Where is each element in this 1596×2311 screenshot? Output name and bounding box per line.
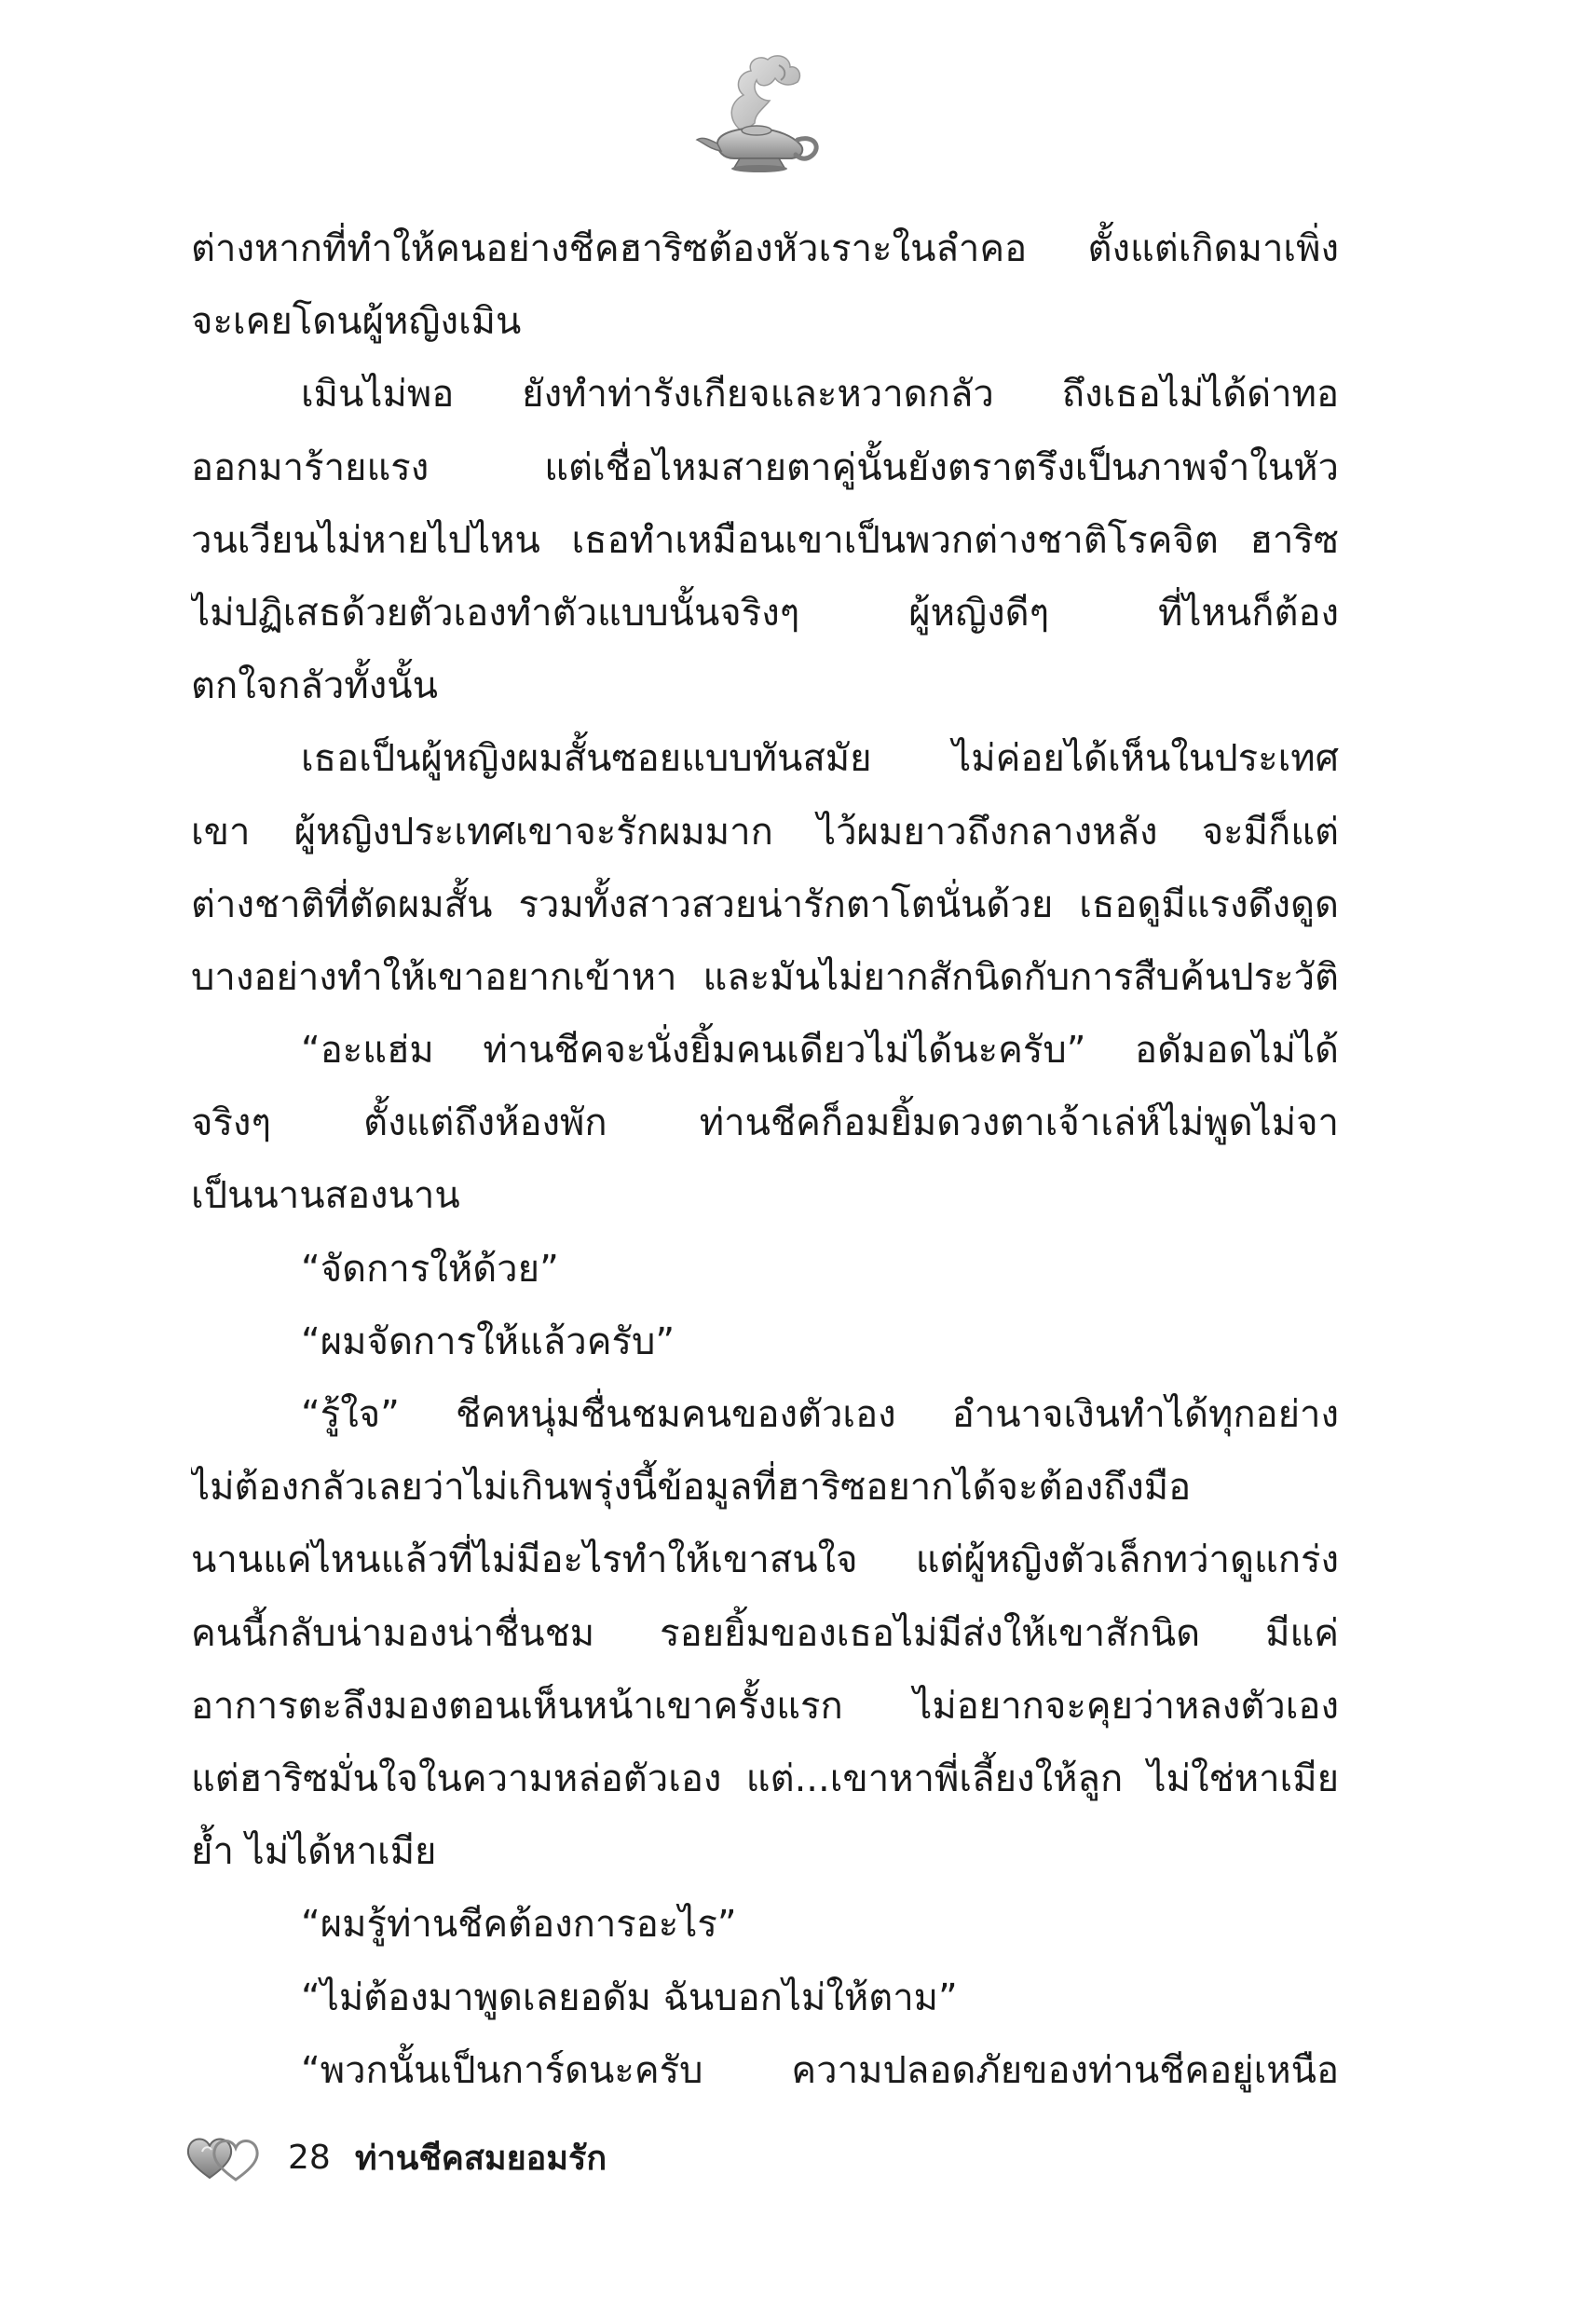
text-line: จะเคยโดนผู้หญิงเมิน: [191, 300, 522, 344]
text-line: เธอเป็นผู้หญิงผมสั้นซอยแบบทันสมัย ไม่ค่อยได้เห็นในประเทศ: [301, 737, 1339, 781]
text-line: “จัดการให้ด้วย”: [301, 1247, 559, 1291]
page-footer: [182, 2125, 607, 2190]
text-line: ไม่ปฏิเสธด้วยตัวเองทำตัวแบบนั้นจริงๆ ผู้หญิงดีๆ ที่ไหนก็ต้อง: [191, 591, 1339, 635]
text-line: ไม่ต้องกลัวเลยว่าไม่เกินพรุ่งนี้ข้อมูลที่ฮาริซอยากได้จะต้องถึงมือ: [191, 1466, 1192, 1510]
text-line: “ผมรู้ท่านชีคต้องการอะไร”: [301, 1903, 737, 1947]
text-line: แต่ฮาริซมั่นใจในความหล่อตัวเอง แต่...เขาหาพี่เลี้ยงให้ลูก ไม่ใช่หาเมีย: [191, 1757, 1339, 1800]
running-title: ท่านชีคสมยอมรัก: [354, 2139, 607, 2178]
text-line: อาการตะลึงมองตอนเห็นหน้าเขาครั้งแรก ไม่อยากจะคุยว่าหลงตัวเอง: [191, 1684, 1339, 1728]
text-line: ย้ำ ไม่ได้หาเมีย: [191, 1830, 437, 1874]
text-line: “ไม่ต้องมาพูดเลยอดัม ฉันบอกไม่ให้ตาม”: [301, 1976, 958, 2019]
text-line: วนเวียนไม่หายไปไหน เธอทำเหมือนเขาเป็นพวกต่างชาติโรคจิต ฮาริซ: [191, 518, 1339, 562]
text-line: ต่างชาติที่ตัดผมสั้น รวมทั้งสาวสวยน่ารักตาโตนั่นด้วย เธอดูมีแรงดึงดูด: [191, 882, 1339, 926]
text-line: นานแค่ไหนแล้วที่ไม่มีอะไรทำให้เขาสนใจ แต่ผู้หญิงตัวเล็กทว่าดูแกร่ง: [191, 1538, 1339, 1582]
text-line: ตกใจกลัวทั้งนั้น: [191, 664, 438, 708]
text-line: เขา ผู้หญิงประเทศเขาจะรักผมมาก ไว้ผมยาวถึงกลางหลัง จะมีก็แต่: [191, 810, 1339, 854]
text-line: “พวกนั้นเป็นการ์ดนะครับ ความปลอดภัยของท่านชีคอยู่เหนือ: [301, 2048, 1339, 2092]
text-line: “อะแฮ่ม ท่านชีคจะนั่งยิ้มคนเดียวไม่ได้นะครับ” อดัมอดไม่ได้: [301, 1029, 1339, 1073]
page-number: 28: [288, 2138, 331, 2177]
body-text: [191, 212, 1339, 2107]
text-line: บางอย่างทำให้เขาอยากเข้าหา และมันไม่ยากสักนิดกับการสืบค้นประวัติ: [191, 955, 1339, 999]
text-line: “ผมจัดการให้แล้วครับ”: [301, 1320, 675, 1363]
text-line: จริงๆ ตั้งแต่ถึงห้องพัก ท่านชีคก็อมยิ้มดวงตาเจ้าเล่ห์ไม่พูดไม่จา: [191, 1101, 1339, 1145]
text-line: “รู้ใจ” ชีคหนุ่มชื่นชมคนของตัวเอง อำนาจเงินทำได้ทุกอย่าง: [301, 1393, 1339, 1436]
text-line: ต่างหากที่ทำให้คนอย่างชีคฮาริซต้องหัวเราะในลำคอ ตั้งแต่เกิดมาเพิ่ง: [191, 227, 1339, 270]
genie-lamp-icon: [689, 47, 829, 186]
text-line: เมินไม่พอ ยังทำท่ารังเกียจและหวาดกลัว ถึงเธอไม่ได้ด่าทอ: [301, 373, 1339, 417]
text-line: เป็นนานสองนาน: [191, 1174, 460, 1218]
text-line: ออกมาร้ายแรง แต่เชื่อไหมสายตาคู่นั้นยังตราตรึงเป็นภาพจำในหัว: [191, 445, 1339, 489]
text-line: คนนี้กลับน่ามองน่าชื่นชม รอยยิ้มของเธอไม่มีส่งให้เขาสักนิด มีแค่: [191, 1611, 1339, 1655]
double-heart-icon: [182, 2129, 266, 2185]
